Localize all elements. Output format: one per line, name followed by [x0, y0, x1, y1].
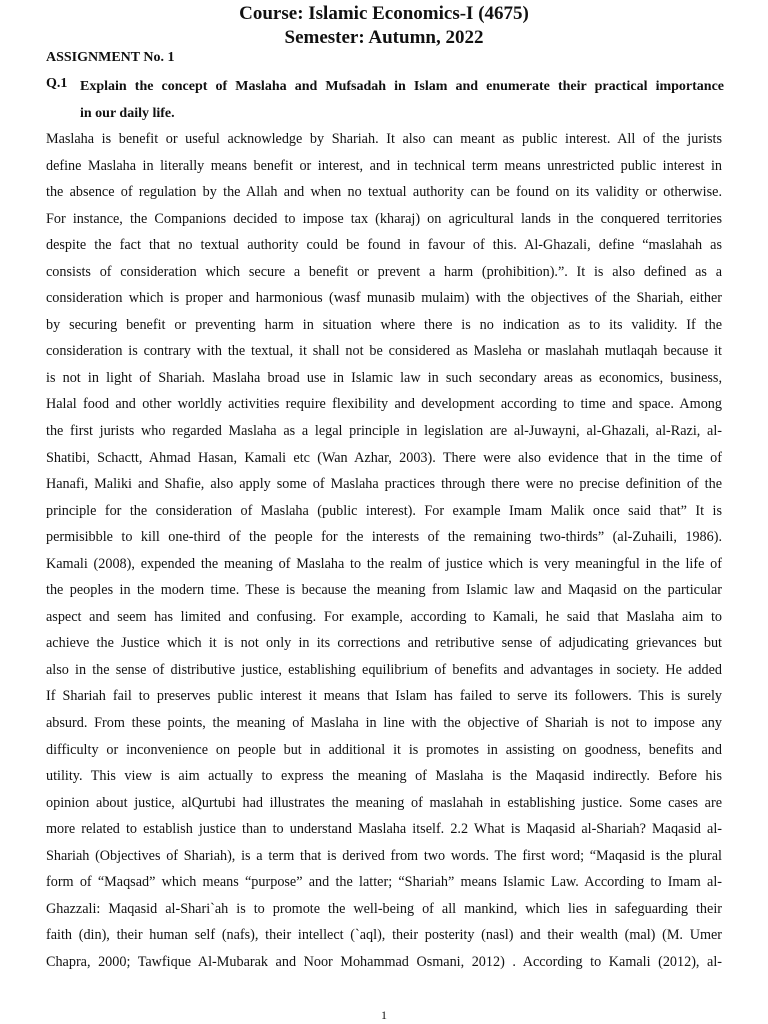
- body-line: aspect and seem has limited and confusing. For example, according to Kamali, he said that Maslaha aim to: [46, 608, 722, 625]
- body-line: faith (din), their human self (nafs), their intellect (`aql), their posterity (nasl) and their wealth (mal) (M. Umer: [46, 927, 722, 944]
- body-line: define Maslaha in literally means benefit or interest, and in technical term means unrestricted public interest in: [46, 157, 722, 174]
- body-line: more related to establish justice than to understand Maslaha itself. 2.2 What is Maqasid al-Shariah? Maqasid al-: [46, 821, 722, 838]
- question-text: [80, 74, 724, 127]
- body-line: Hanafi, Maliki and Shafie, also apply some of Maslaha practices through there were no precise definition of the: [46, 476, 722, 493]
- assignment-heading: ASSIGNMENT No. 1: [46, 50, 175, 65]
- body-line: the absence of regulation by the Allah and when no textual authority can be found on its validity or otherwise.: [46, 184, 722, 201]
- body-line: the first jurists who regarded Maslaha as a legal principle in legislation are al-Juwayni, al-Ghazali, al-Razi, al-: [46, 423, 722, 440]
- body-line: also in the sense of distributive justice, establishing equilibrium of benefits and advantages in society. He added: [46, 661, 722, 678]
- course-title: Course: Islamic Economics-I (4675): [239, 3, 529, 24]
- body-line: Ghazzali: Maqasid al-Shari`ah is to promote the well-being of all mankind, which lies in safeguarding their: [46, 900, 722, 917]
- body-line: is not in light of Shariah. Maslaha broad use in Islamic law in such secondary areas as economics, business,: [46, 369, 722, 386]
- body-line: opinion about justice, alQurtubi had illustrates the meaning of maslahah in establishing justice. Some cases are: [46, 794, 722, 811]
- answer-body: [46, 126, 722, 976]
- page-number: 1: [381, 1008, 387, 1022]
- body-line: Kamali (2008), expended the meaning of Maslaha to the realm of justice which is very meaningful in the life of: [46, 555, 722, 572]
- question-line: in our daily life.: [80, 105, 175, 121]
- body-line: consists of consideration which secure a benefit or prevent a harm (prohibition).”. It is also defined as a: [46, 263, 722, 280]
- body-line: Shatibi, Schactt, Ahmad Hasan, Kamali etc (Wan Azhar, 2003). There were also evidence that in the time of: [46, 449, 722, 466]
- body-line: consideration is contrary with the textual, it shall not be considered as Masleha or maslahah mutlaqah because it: [46, 343, 722, 360]
- body-line: form of “Maqsad” which means “purpose” and the latter; “Shariah” means Islamic Law. According to Imam al-: [46, 874, 722, 891]
- body-line: absurd. From these points, the meaning of Maslaha in line with the objective of Shariah is not to impose any: [46, 715, 722, 732]
- body-line: If Shariah fail to preserves public interest it means that Islam has failed to serve its followers. This is surely: [46, 688, 722, 705]
- body-line: permisibble to kill one-third of the people for the interests of the remaining two-thirds” (al-Zuhaili, 1986).: [46, 529, 722, 546]
- body-line: consideration which is proper and harmonious (wasf munasib mulaim) with the objectives of the Shariah, either: [46, 290, 722, 307]
- body-line: achieve the Justice which it is not only in its corrections and retributive sense of adjudicating grievances but: [46, 635, 722, 652]
- body-line: Chapra, 2000; Tawfique Al-Mubarak and Noor Mohammad Osmani, 2012) . According to Kamali (2012), al-: [46, 953, 722, 970]
- body-line: principle for the consideration of Maslaha (public interest). For example Imam Malik once said that” It is: [46, 502, 722, 519]
- body-line: difficulty or inconvenience on people but in additional it is promotes in assisting on goodness, benefits and: [46, 741, 722, 758]
- body-line: Shariah (Objectives of Shariah), is a term that is derived from two words. The first word; “Maqasid is the plural: [46, 847, 722, 864]
- body-line: despite the fact that no textual authority could be found in favour of this. Al-Ghazali, define “maslahah as: [46, 237, 722, 254]
- body-line: Halal food and other worldly activities require flexibility and development according to time and space. Among: [46, 396, 722, 413]
- semester-title: Semester: Autumn, 2022: [284, 27, 484, 48]
- body-line: Maslaha is benefit or useful acknowledge by Shariah. It also can meant as public interest. All of the jurists: [46, 131, 722, 147]
- question-number: Q.1: [46, 76, 68, 91]
- question-line: Explain the concept of Maslaha and Mufsadah in Islam and enumerate their practical importance: [80, 79, 724, 94]
- body-line: utility. This view is aim actually to express the meaning of Maslaha is the Maqasid indirectly. Before his: [46, 768, 722, 785]
- body-line: by securing benefit or preventing harm in situation where there is no indication as to its validity. If the: [46, 316, 722, 333]
- body-line: the peoples in the modern time. These is because the meaning from Islamic law and Maqasid on the particular: [46, 582, 722, 599]
- body-line: For instance, the Companions decided to impose tax (kharaj) on agricultural lands in the conquered territories: [46, 210, 722, 227]
